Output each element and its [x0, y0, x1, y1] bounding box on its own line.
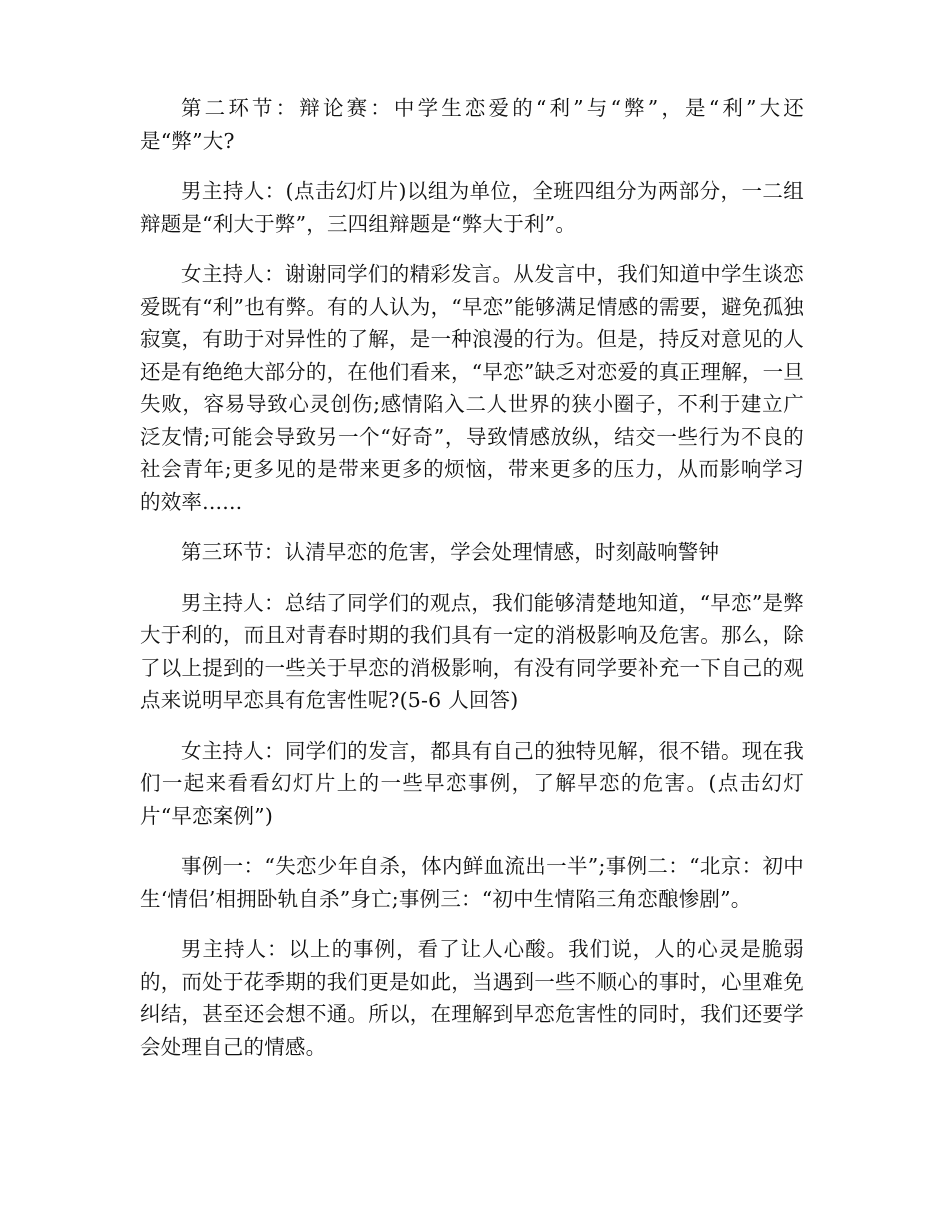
paragraph-case-examples: 事例一：“失恋少年自杀，体内鲜血流出一半”;事例二：“北京：初中生‘情侣’相拥卧轨自杀”身亡;事例三：“初中生情陷三角恋酿惨剧”。 — [140, 854, 804, 911]
paragraph-male-host-harm: 男主持人：总结了同学们的观点，我们能够清楚地知道，“早恋”是弊大于利的，而且对青春时期的我们具有一定的消极影响及危害。那么，除了以上提到的一些关于早恋的消极影响，有没有同学要补充一下自己的观点来说明早恋具有危害性呢?(5-6 人回答) — [140, 590, 804, 712]
paragraph-section-three-heading: 第三环节：认清早恋的危害，学会处理情感，时刻敲响警钟 — [181, 540, 720, 564]
paragraph-male-host-emotions: 男主持人：以上的事例，看了让人心酸。我们说，人的心灵是脆弱的，而处于花季期的我们更是如此，当遇到一些不顺心的事时，心里难免纠结，甚至还会想不通。所以，在理解到早恋危害性的同时，我们还要学会处理自己的情感。 — [140, 937, 804, 1059]
document-body — [140, 92, 804, 1081]
paragraph-male-host-debate: 男主持人：(点击幻灯片)以组为单位，全班四组分为两部分，一二组辩题是“利大于弊”，三四组辩题是“弊大于利”。 — [140, 179, 804, 236]
paragraph-section-two-heading: 第二环节：辩论赛：中学生恋爱的“利”与“弊”，是“利”大还是“弊”大? — [140, 96, 804, 153]
paragraph-female-host-cases: 女主持人：同学们的发言，都具有自己的独特见解，很不错。现在我们一起来看看幻灯片上的一些早恋事例，了解早恋的危害。(点击幻灯片“早恋案例”) — [140, 738, 804, 828]
paragraph-female-host-summary: 女主持人：谢谢同学们的精彩发言。从发言中，我们知道中学生谈恋爱既有“利”也有弊。有的人认为，“早恋”能够满足情感的需要，避免孤独寂寞，有助于对异性的了解，是一种浪漫的行为。但是，持反对意见的人还是有绝绝大部分的，在他们看来，“早恋”缺乏对恋爱的真正理解，一旦失败，容易导致心灵创伤;感情陷入二人世界的狭小圈子，不利于建立广泛友情;可能会导致另一个“好奇”，导致情感放纵，结交一些行为不良的社会青年;更多见的是带来更多的烦恼，带来更多的压力，从而影响学习的效率...... — [140, 262, 804, 514]
